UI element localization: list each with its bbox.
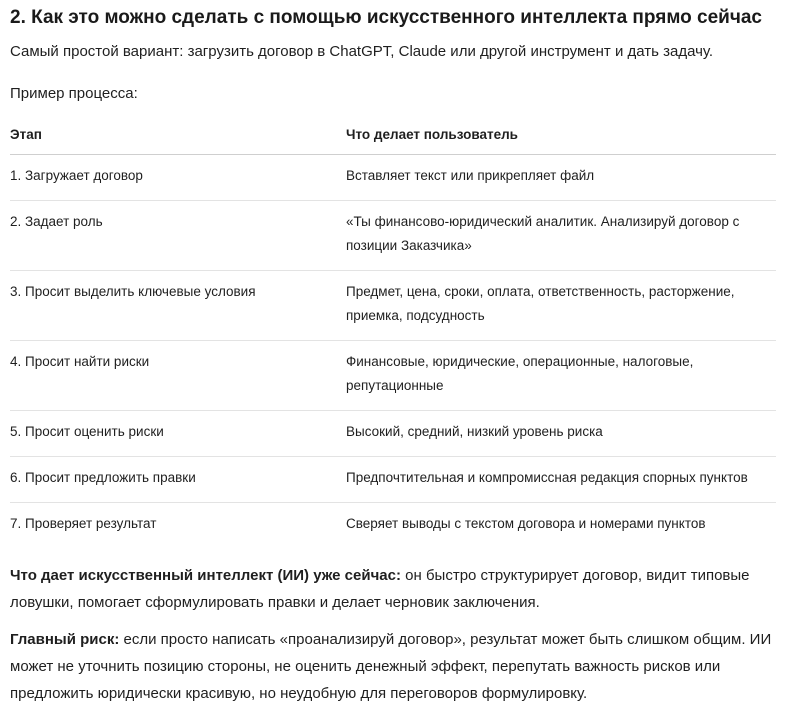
table-row	[10, 271, 776, 341]
main-risk-text: если просто написать «проанализируй договор», результат может быть слишком общим. ИИ может не уточнить позицию стороны, не оценить денежный эффект, перепутать важность рисков или предложить юридически красивую, но неудобную для переговоров формулировку.	[10, 631, 772, 702]
intro-text: Самый простой вариант: загрузить договор в ChatGPT, Claude или другой инструмент и дать задачу.	[10, 43, 714, 60]
action-cell: Предмет, цена, сроки, оплата, ответственность, расторжение, приемка, подсудность	[346, 271, 776, 341]
main-risk-lead: Главный риск:	[10, 631, 120, 648]
stage-cell: 5. Просит оценить риски	[10, 411, 346, 457]
ai-benefits-paragraph	[10, 562, 780, 616]
section-heading: 2. Как это можно сделать с помощью искусственного интеллекта прямо сейчас	[10, 7, 763, 28]
table-header-row	[10, 118, 776, 155]
column-header-action: Что делает пользователь	[346, 118, 776, 155]
table-row	[10, 457, 776, 503]
stage-cell: 4. Просит найти риски	[10, 341, 346, 411]
table-row	[10, 411, 776, 457]
stage-cell: 2. Задает роль	[10, 201, 346, 271]
action-cell: Высокий, средний, низкий уровень риска	[346, 411, 776, 457]
table-row	[10, 503, 776, 549]
example-label: Пример процесса:	[10, 85, 138, 102]
column-header-stage: Этап	[10, 118, 346, 155]
stage-cell: 6. Просит предложить правки	[10, 457, 346, 503]
stage-cell: 3. Просит выделить ключевые условия	[10, 271, 346, 341]
stage-cell: 1. Загружает договор	[10, 155, 346, 201]
ai-benefits-lead: Что дает искусственный интеллект (ИИ) уже сейчас:	[10, 567, 401, 584]
table-row	[10, 201, 776, 271]
action-cell: «Ты финансово-юридический аналитик. Анализируй договор с позиции Заказчика»	[346, 201, 776, 271]
table-row	[10, 155, 776, 201]
stage-cell: 7. Проверяет результат	[10, 516, 157, 531]
table-row	[10, 341, 776, 411]
action-cell: Финансовые, юридические, операционные, налоговые, репутационные	[346, 341, 776, 411]
action-cell: Предпочтительная и компромиссная редакция спорных пунктов	[346, 457, 776, 503]
process-table	[10, 118, 776, 548]
action-cell: Вставляет текст или прикрепляет файл	[346, 155, 776, 201]
ai-benefits-text: он быстро структурирует договор, видит типовые ловушки, помогает сформулировать правки и делает черновик заключения.	[10, 567, 750, 611]
action-cell: Сверяет выводы с текстом договора и номерами пунктов	[346, 516, 706, 531]
main-risk-paragraph	[10, 626, 780, 707]
